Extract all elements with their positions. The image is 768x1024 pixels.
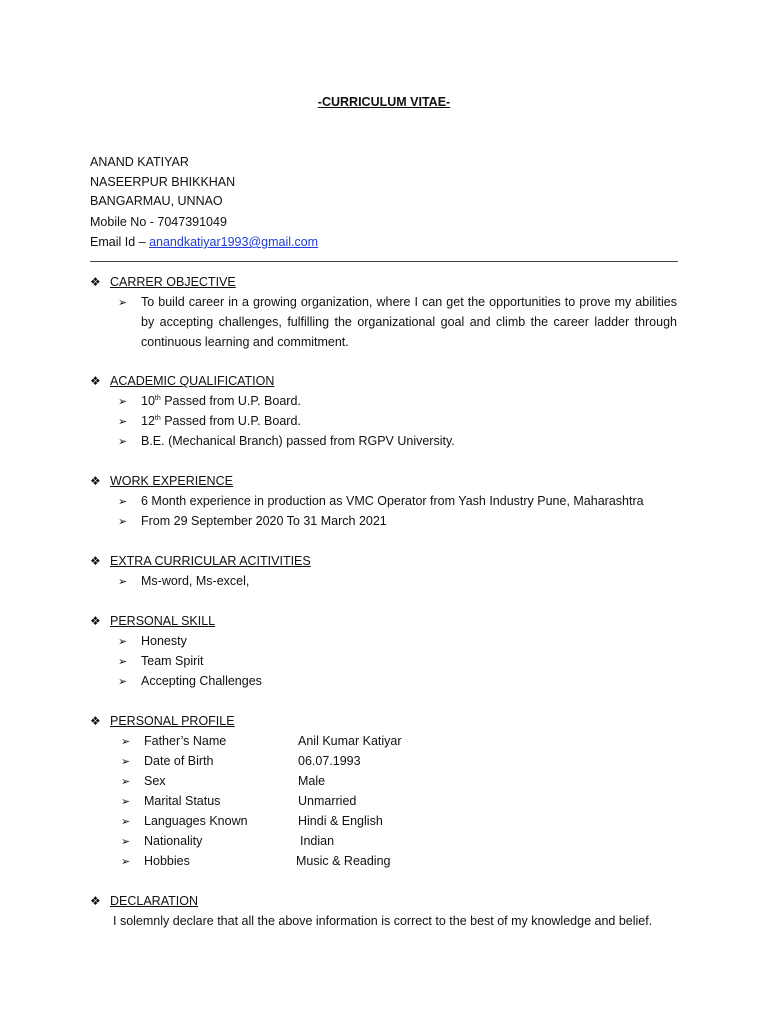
arrow-bullet-icon: ➢	[118, 576, 128, 588]
diamond-bullet-icon: ❖	[90, 474, 101, 488]
email-label: Email Id –	[90, 235, 150, 249]
candidate-name: ANAND KATIYAR	[90, 155, 189, 169]
profile-label-sex: ➢ Sex	[121, 774, 166, 788]
arrow-bullet-icon: ➢	[121, 736, 131, 748]
arrow-bullet-icon: ➢	[118, 516, 128, 528]
address-line-2: BANGARMAU, UNNAO	[90, 194, 223, 208]
email-link[interactable]: anandkatiyar1993@gmail.com	[149, 235, 319, 249]
profile-label-dob: ➢ Date of Birth	[121, 754, 214, 768]
arrow-bullet-icon: ➢	[121, 756, 131, 768]
diamond-bullet-icon: ❖	[90, 275, 101, 289]
arrow-bullet-icon: ➢	[121, 816, 131, 828]
profile-label-nationality: ➢ Nationality	[121, 834, 203, 848]
arrow-bullet-icon: ➢	[121, 796, 131, 808]
arrow-bullet-icon: ➢	[118, 676, 128, 688]
profile-label-marital-status: ➢ Marital Status	[121, 794, 221, 808]
profile-label-languages: ➢ Languages Known	[121, 814, 248, 828]
profile-value-languages: Hindi & English	[298, 814, 383, 828]
arrow-bullet-icon: ➢	[118, 416, 128, 428]
profile-value-sex: Male	[298, 774, 326, 788]
document-title: -CURRICULUM VITAE-	[317, 95, 451, 109]
arrow-bullet-icon: ➢	[118, 396, 128, 408]
profile-label-fathers-name: ➢ Father’s Name	[121, 734, 227, 748]
list-item: ➢ Team Spirit	[118, 654, 204, 668]
diamond-bullet-icon: ❖	[90, 714, 101, 728]
arrow-bullet-icon: ➢	[121, 776, 131, 788]
section-extra-heading: ❖ EXTRA CURRICULAR ACITIVITIES	[90, 554, 311, 568]
objective-text: To build career in a growing organization, where I can get the opportunities to prove my abilities by accepting challenges, fulfilling the organizational goal and climb the career ladder through continuous learning and commitment.	[141, 295, 677, 349]
list-item: ➢ Accepting Challenges	[118, 674, 262, 688]
list-item: ➢ 12th Passed from U.P. Board.	[118, 414, 301, 428]
diamond-bullet-icon: ❖	[90, 554, 101, 568]
list-item: ➢ Honesty	[118, 634, 187, 648]
diamond-bullet-icon: ❖	[90, 894, 101, 908]
profile-label-hobbies: ➢ Hobbies	[121, 854, 190, 868]
arrow-bullet-icon: ➢	[118, 656, 128, 668]
diamond-bullet-icon: ❖	[90, 374, 101, 388]
section-objective-heading: ❖ CARRER OBJECTIVE	[90, 275, 236, 289]
list-item: ➢ 10th Passed from U.P. Board.	[118, 394, 301, 408]
email-line	[90, 234, 318, 250]
profile-value-fathers-name: Anil Kumar Katiyar	[298, 734, 402, 748]
list-item: ➢ Ms-word, Ms-excel,	[118, 574, 250, 588]
arrow-bullet-icon: ➢	[121, 856, 131, 868]
arrow-bullet-icon: ➢	[118, 496, 128, 508]
list-item: ➢ 6 Month experience in production as VMC Operator from Yash Industry Pune, Maharashtra	[118, 494, 644, 508]
profile-value-marital-status: Unmarried	[298, 794, 357, 808]
profile-value-hobbies: Music & Reading	[296, 854, 391, 868]
arrow-bullet-icon: ➢	[118, 636, 128, 648]
section-skills-heading: ❖ PERSONAL SKILL	[90, 614, 216, 628]
arrow-bullet-icon: ➢	[118, 297, 128, 309]
diamond-bullet-icon: ❖	[90, 614, 101, 628]
section-profile-heading: ❖ PERSONAL PROFILE	[90, 714, 235, 728]
arrow-bullet-icon: ➢	[118, 436, 128, 448]
section-academic-heading: ❖ ACADEMIC QUALIFICATION	[90, 374, 275, 388]
arrow-bullet-icon: ➢	[121, 836, 131, 848]
list-item: ➢ From 29 September 2020 To 31 March 2021	[118, 514, 387, 528]
mobile-number: Mobile No - 7047391049	[90, 215, 227, 229]
address-line-1: NASEERPUR BHIKKHAN	[90, 175, 236, 189]
profile-value-dob: 06.07.1993	[298, 754, 361, 768]
list-item: ➢ B.E. (Mechanical Branch) passed from RGPV University.	[118, 434, 455, 448]
declaration-text: I solemnly declare that all the above information is correct to the best of my knowledge and belief.	[113, 914, 653, 928]
profile-value-nationality: Indian	[300, 834, 335, 848]
header-divider	[90, 261, 678, 262]
section-work-heading: ❖ WORK EXPERIENCE	[90, 474, 233, 488]
section-declaration-heading: ❖ DECLARATION	[90, 894, 198, 908]
